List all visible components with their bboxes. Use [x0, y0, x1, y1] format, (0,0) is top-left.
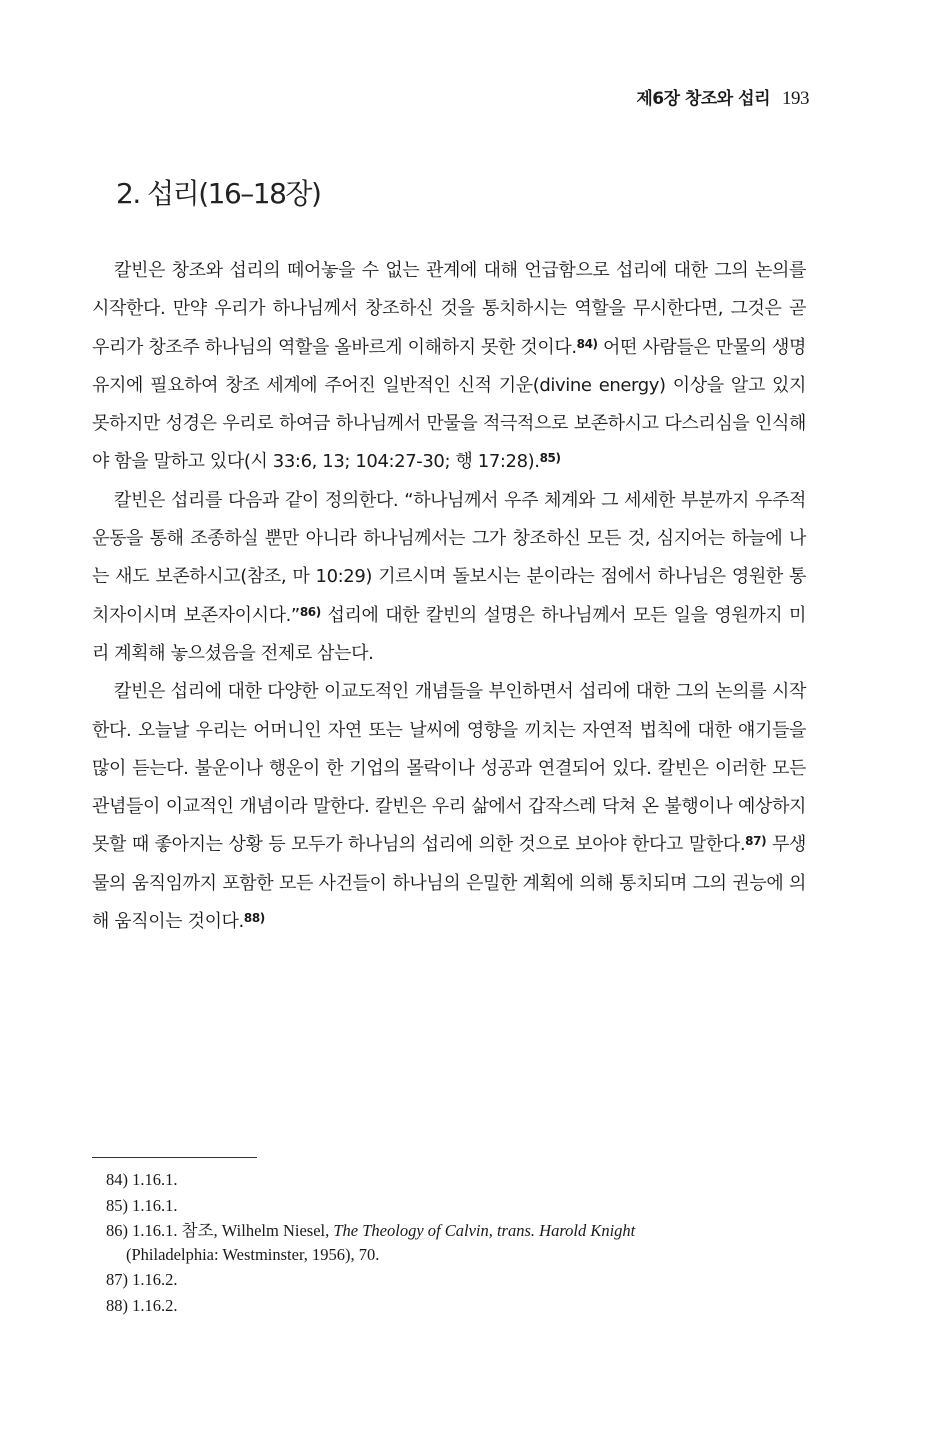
running-header	[636, 84, 809, 110]
footnote-item	[106, 1168, 806, 1192]
paragraph-text: 어떤 사람들은 만물의 생명 유지에 필요하여 창조 세계에 주어진 일반적인 신적 기운(divine energy) 이상을 알고 있지 못하지만 성경은 우리로 하여금 하나님께서 만물을 적극적으로 보존하시고 다스리심을 인식해야 함을 말하고 있다(시 33:6, 13; 104:27-30; 행 17:28).	[92, 336, 806, 473]
paragraph-text: 칼빈은 섭리를 다음과 같이 정의한다. “하나님께서 우주 체계와 그 세세한 부분까지 우주적 운동을 통해 조종하실 뿐만 아니라 하나님께서는 그가 창조하신 모든 것, 심지어는 하늘에 나는 새도 보존하시고(참조, 마 10:29) 기르시며 돌보시는 분이라는 점에서 하나님은 영원한 통치자이시며 보존자이시다.”	[92, 489, 806, 626]
footnote-text: 1.16.2.	[132, 1295, 178, 1315]
chapter-title: 제6장 창조와 섭리	[636, 89, 770, 109]
footnote-marker: 85)	[539, 451, 561, 466]
footnote-item	[106, 1268, 806, 1292]
paragraph	[92, 673, 806, 941]
footnote-item	[106, 1294, 806, 1318]
paragraph-text: 무생물의 움직임까지 포함한 모든 사건들이 하나님의 은밀한 계획에 의해 통치되며 그의 권능에 의해 움직이는 것이다.	[92, 834, 806, 933]
footnote-number: 84)	[106, 1170, 128, 1189]
footnote-marker: 84)	[576, 336, 598, 351]
paragraph	[92, 482, 806, 673]
footnotes	[106, 1168, 806, 1319]
footnote-text: 1.16.1.	[132, 1195, 178, 1215]
footnote-marker: 88)	[243, 911, 265, 926]
footnote-marker: 87)	[745, 834, 767, 849]
footnote-text: 1.16.1. 참조, Wilhelm Niesel,	[132, 1221, 334, 1240]
paragraph-text: 칼빈은 창조와 섭리의 떼어놓을 수 없는 관계에 대해 언급함으로 섭리에 대한 그의 논의를 시작한다. 만약 우리가 하나님께서 창조하신 것을 통치하시는 역할을 무시한다면, 그것은 곧 우리가 창조주 하나님의 역할을 올바르게 이해하지 못한 것이다.	[92, 260, 806, 358]
paragraph	[92, 252, 806, 482]
footnote-marker: 86)	[299, 604, 321, 619]
body-text	[92, 252, 806, 941]
footnote-book-title: The Theology of Calvin, trans. Harold Knight	[333, 1221, 636, 1240]
footnote-number: 86)	[106, 1221, 128, 1240]
section-heading: 2. 섭리(16–18장)	[116, 177, 321, 210]
footnote-item	[106, 1194, 806, 1218]
footnote-number: 85)	[106, 1195, 128, 1215]
paragraph-text: 섭리에 대한 칼빈의 설명은 하나님께서 모든 일을 영원까지 미리 계획해 놓으셨음을 전제로 삼는다.	[92, 604, 807, 664]
footnote-text: 1.16.1.	[132, 1170, 178, 1189]
footnote-text: 1.16.2.	[132, 1270, 178, 1289]
footnote-number: 88)	[106, 1295, 128, 1315]
footnote-number: 87)	[106, 1270, 128, 1289]
paragraph-text: 칼빈은 섭리에 대한 다양한 이교도적인 개념들을 부인하면서 섭리에 대한 그의 논의를 시작한다. 오늘날 우리는 어머니인 자연 또는 날씨에 영향을 끼치는 자연적 법칙에 대한 얘기들을 많이 듣는다. 불운이나 행운이 한 기업의 몰락이나 성공과 연결되어 있다. 칼빈은 이러한 모든 관념들이 이교적인 개념이라 말한다. 칼빈은 우리 삶에서 갑작스레 닥쳐 온 불행이나 예상하지 못할 때 좋아지는 상황 등 모두가 하나님의 섭리에 의한 것으로 보아야 한다고 말한다.	[92, 681, 806, 856]
page-number: 193	[782, 88, 809, 109]
footnote-divider	[92, 1157, 257, 1158]
footnote-continuation: (Philadelphia: Westminster, 1956), 70.	[126, 1244, 380, 1264]
footnote-item	[106, 1219, 806, 1266]
